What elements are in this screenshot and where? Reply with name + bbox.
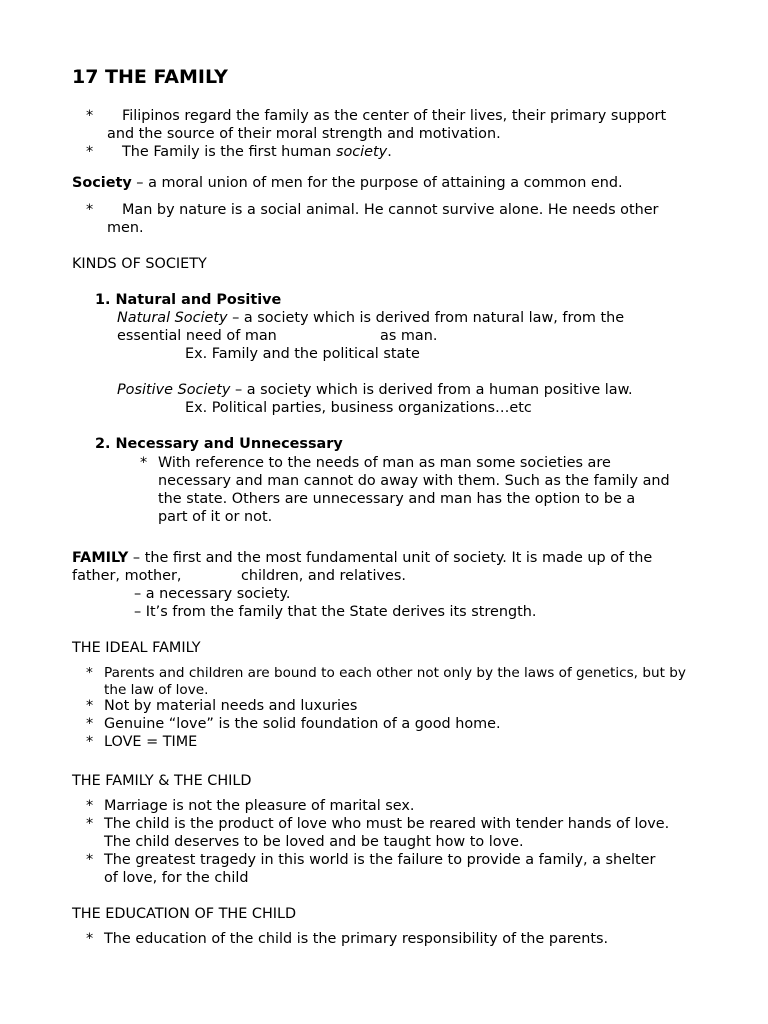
society-definition — [72, 174, 623, 192]
bullet-marker: * — [86, 698, 94, 714]
family-child-bullet-2-line-1: The child is the product of love who must be reared with tender hands of love. — [104, 816, 670, 832]
natural-society-def-line-2b: as man. — [380, 328, 438, 344]
natural-society-def-text: – a society which is derived from natural law, from the — [227, 310, 625, 326]
ideal-family-bullet-1-line-1: Parents and children are bound to each other not only by the laws of genetics, but by — [104, 665, 686, 681]
natural-society-example: Ex. Family and the political state — [185, 346, 420, 362]
society-definition-text: – a moral union of men for the purpose of attaining a common end. — [131, 175, 623, 191]
family-child-bullet-1: Marriage is not the pleasure of marital sex. — [104, 798, 415, 814]
family-sub-point-2: – It’s from the family that the State derives its strength. — [134, 604, 537, 620]
family-definition-text: – the first and the most fundamental unit of society. It is made up of the — [128, 550, 653, 566]
ideal-family-heading: THE IDEAL FAMILY — [72, 640, 201, 656]
family-sub-point-1: – a necessary society. — [134, 586, 291, 602]
family-child-bullet-3-line-1: The greatest tragedy in this world is the failure to provide a family, a shelter — [104, 852, 656, 868]
intro-bullet-2-italic: society — [335, 144, 388, 160]
bullet-marker: * — [86, 202, 94, 218]
bullet-marker: * — [86, 108, 94, 124]
ideal-family-bullet-1-line-2: the law of love. — [104, 682, 209, 698]
intro-bullet-2-text: The Family is the first human — [122, 144, 336, 160]
bullet-marker: * — [86, 144, 94, 160]
intro-bullet-2-end: . — [387, 144, 392, 160]
natural-society-term: Natural Society — [117, 310, 228, 326]
page-title: 17 THE FAMILY — [72, 66, 228, 88]
bullet-marker: * — [86, 734, 94, 750]
bullet-marker: * — [86, 931, 94, 947]
kinds-of-society-heading: KINDS OF SOCIETY — [72, 256, 207, 272]
bullet-marker: * — [86, 716, 94, 732]
family-definition-line-2a: father, mother, — [72, 568, 182, 584]
education-bullet-1: The education of the child is the primary responsibility of the parents. — [104, 931, 609, 947]
intro-bullet-2 — [122, 143, 392, 161]
society-term: Society — [72, 175, 132, 191]
family-definition-line-1 — [72, 549, 652, 567]
positive-society-def-text: – a society which is derived from a human positive law. — [230, 382, 633, 398]
ideal-family-bullet-4: LOVE = TIME — [104, 734, 198, 750]
bullet-marker: * — [86, 852, 94, 868]
bullet-marker: * — [86, 665, 93, 681]
social-animal-line-1: Man by nature is a social animal. He cannot survive alone. He needs other — [122, 202, 659, 218]
ideal-family-bullet-3: Genuine “love” is the solid foundation of a good home. — [104, 716, 501, 732]
necessary-unnecessary-heading: 2. Necessary and Unnecessary — [95, 436, 343, 452]
family-child-bullet-2-line-2: The child deserves to be loved and be taught how to love. — [104, 834, 524, 850]
intro-bullet-1-line-2: and the source of their moral strength and motivation. — [107, 126, 501, 142]
natural-society-def-line-1 — [117, 309, 624, 327]
bullet-marker: * — [140, 455, 148, 471]
ideal-family-bullet-2: Not by material needs and luxuries — [104, 698, 358, 714]
family-child-heading: THE FAMILY & THE CHILD — [72, 773, 252, 789]
necessary-line-3: the state. Others are unnecessary and man has the option to be a — [158, 491, 636, 507]
bullet-marker: * — [86, 798, 94, 814]
natural-society-def-line-2a: essential need of man — [117, 328, 277, 344]
education-heading: THE EDUCATION OF THE CHILD — [72, 906, 297, 922]
family-term: FAMILY — [72, 550, 129, 566]
positive-society-def — [117, 381, 633, 399]
positive-society-term: Positive Society — [117, 382, 231, 398]
family-child-bullet-3-line-2: of love, for the child — [104, 870, 249, 886]
bullet-marker: * — [86, 816, 94, 832]
necessary-line-2: necessary and man cannot do away with them. Such as the family and — [158, 473, 670, 489]
intro-bullet-1-line-1: Filipinos regard the family as the center of their lives, their primary support — [122, 108, 667, 124]
social-animal-line-2: men. — [107, 220, 144, 236]
family-definition-line-2b: children, and relatives. — [241, 568, 406, 584]
positive-society-example: Ex. Political parties, business organizations…etc — [185, 400, 532, 416]
necessary-line-4: part of it or not. — [158, 509, 273, 525]
necessary-line-1: With reference to the needs of man as man some societies are — [158, 455, 611, 471]
natural-positive-heading: 1. Natural and Positive — [95, 292, 282, 308]
